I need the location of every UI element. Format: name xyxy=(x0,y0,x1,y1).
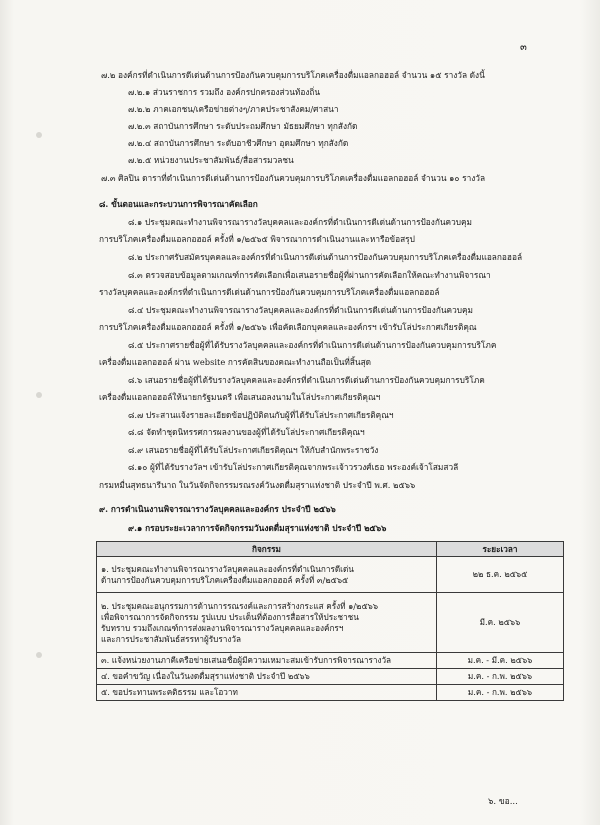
column-header-activity: กิจกรรม xyxy=(97,542,437,557)
activity-line: ๓. แจ้งหน่วยงานภาคีเครือข่ายเสนอชื่อผู้มีความเหมาะสมเข้ารับการพิจารณารางวัล xyxy=(101,655,392,665)
item-7-2-2: ๗.๒.๒ ภาคเอกชน/เครือข่ายต่างๆ/ภาคประชาสังคม/ศาสนา xyxy=(128,104,339,114)
item-7-2: ๗.๒ องค์กรที่ดำเนินการดีเด่นด้านการป้องกันควบคุมการบริโภคเครื่องดื่มแอลกอฮอล์ จำนวน ๑๕ รางวัล ดังนี้ xyxy=(101,70,485,80)
punch-hole xyxy=(36,392,42,398)
item-8-5-cont: เครื่องดื่มแอลกอฮอล์ ผ่าน website การคัดสินของคณะทำงานถือเป็นที่สิ้นสุด xyxy=(99,357,372,367)
item-8-4-cont: การบริโภคเครื่องดื่มแอลกอฮอล์ ครั้งที่ ๑/๒๕๖๖ เพื่อคัดเลือกบุคคลและองค์กรฯ เข้ารับโล่ประกาศเกียรติคุณ xyxy=(99,322,477,332)
schedule-table xyxy=(96,541,564,701)
item-8-7: ๘.๗ ประสานแจ้งรายละเอียดข้อปฏิบัติตนกับผู้ที่ได้รับโล่ประกาศเกียรติคุณฯ xyxy=(128,410,394,420)
table-row xyxy=(97,685,564,701)
item-8-9: ๘.๙ เสนอรายชื่อผู้ที่ได้รับโล่ประกาศเกียรติคุณฯ ให้กับสำนักพระราชวัง xyxy=(128,445,379,455)
item-7-2-4: ๗.๒.๔ สถาบันการศึกษา ระดับอาชีวศึกษา อุดมศึกษา ทุกสังกัด xyxy=(128,138,349,148)
activity-cell xyxy=(97,593,437,653)
item-8-3-cont: รางวัลบุคคลและองค์กรที่ดำเนินการดีเด่นด้านการป้องกันควบคุมการบริโภคเครื่องดื่มแอลกอฮอล์ xyxy=(99,287,440,297)
table-row xyxy=(97,669,564,685)
activity-line: ๕. ขอประทานพระคติธรรม และโอวาท xyxy=(101,687,238,697)
activity-cell xyxy=(97,669,437,685)
page-number: ๓ xyxy=(520,42,527,53)
item-8-10-cont: กรมหมื่นสุทธนารีนาถ ในวันจัดกิจกรรมรณรงค์วันงดดื่มสุราแห่งชาติ ประจำปี พ.ศ. ๒๕๖๖ xyxy=(99,480,416,490)
item-8-5: ๘.๕ ประกาศรายชื่อผู้ที่ได้รับรางวัลบุคคลและองค์กรที่ดำเนินการดีเด่นด้านการป้องกันควบคุมการบริโภค xyxy=(128,340,497,350)
punch-hole xyxy=(36,132,42,138)
activity-line: ๒. ประชุมคณะอนุกรรมการด้านการรณรงค์และการสร้างกระแส ครั้งที่ ๑/๒๕๖๖ xyxy=(101,600,379,611)
item-7-2-3: ๗.๒.๓ สถาบันการศึกษา ระดับประถมศึกษา มัธยมศึกษา ทุกสังกัด xyxy=(128,121,358,131)
item-8-8: ๘.๘ จัดทำชุดนิทรรศการผลงานของผู้ที่ได้รับโล่ประกาศเกียรติคุณฯ xyxy=(128,427,365,437)
continuation-note: ๖. ขอ... xyxy=(488,797,518,807)
item-8-6: ๘.๖ เสนอรายชื่อผู้ที่ได้รับรางวัลบุคคลและองค์กรที่ดำเนินการดีเด่นด้านการป้องกันควบคุมการบริโภค xyxy=(128,375,485,385)
punch-hole xyxy=(36,652,42,658)
item-8-6-cont: เครื่องดื่มแอลกอฮอล์ให้นายกรัฐมนตรี เพื่อเสนอลงนามในโล่ประกาศเกียรติคุณฯ xyxy=(99,392,381,402)
period-cell: มี.ค. ๒๕๖๖ xyxy=(437,593,564,653)
item-7-3: ๗.๓ ศิลปิน ดาราที่ดำเนินการดีเด่นด้านการป้องกันควบคุมการบริโภคเครื่องดื่มแอลกอฮอล์ จำนวน ๑๐ รางวัล xyxy=(101,173,486,183)
item-8-10: ๘.๑๐ ผู้ที่ได้รับรางวัลฯ เข้ารับโล่ประกาศเกียรติคุณจากพระเจ้าวรวงศ์เธอ พระองค์เจ้าโสมสวลี xyxy=(128,462,459,472)
period-cell: ม.ค. - ก.พ. ๒๕๖๖ xyxy=(437,669,564,685)
section-9-1-heading: ๙.๑ กรอบระยะเวลาการจัดกิจกรรมวันงดดื่มสุราแห่งชาติ ประจำปี ๒๕๖๖ xyxy=(128,523,387,533)
section-8-heading: ๘. ขั้นตอนและกระบวนการพิจารณาคัดเลือก xyxy=(99,199,258,209)
item-8-1-cont: การบริโภคเครื่องดื่มแอลกอฮอล์ ครั้งที่ ๑/๒๕๖๕ พิจารณาการดำเนินงานและหารือข้อสรุป xyxy=(99,234,415,244)
table-row xyxy=(97,593,564,653)
activity-line: เพื่อพิจารณาการจัดกิจกรรม รูปแบบ ประเด็นที่ต้องการสื่อสารให้ประชาชน xyxy=(101,611,359,622)
table-row xyxy=(97,557,564,593)
activity-line: และการประชาสัมพันธ์สรรหาผู้รับรางวัล xyxy=(101,633,241,644)
table-row xyxy=(97,653,564,669)
activity-line: รับทราบ รวมถึงเกณฑ์การส่งผลงานพิจารณารางวัลบุคคลและองค์กรฯ xyxy=(101,622,344,633)
activity-cell xyxy=(97,653,437,669)
item-8-1: ๘.๑ ประชุมคณะทำงานพิจารณารางวัลบุคคลและองค์กรที่ดำเนินการดีเด่นด้านการป้องกันควบคุม xyxy=(128,217,473,227)
activity-cell xyxy=(97,685,437,701)
item-8-3: ๘.๓ ตรวจสอบข้อมูลตามเกณฑ์การคัดเลือกเพื่อเสนอรายชื่อผู้ที่ผ่านการคัดเลือกให้คณะทำงานพิจารณา xyxy=(128,270,491,280)
item-7-2-1: ๗.๒.๑ ส่วนราชการ รวมถึง องค์กรปกครองส่วนท้องถิ่น xyxy=(128,87,321,97)
period-cell: ๒๒ ธ.ค. ๒๕๖๕ xyxy=(437,557,564,593)
activity-line: ๔. ขอคำขวัญ เนื่องในวันงดดื่มสุราแห่งชาติ ประจำปี ๒๕๖๖ xyxy=(101,671,310,681)
item-8-4: ๘.๔ ประชุมคณะทำงานพิจารณารางวัลบุคคลและองค์กรที่ดำเนินการดีเด่นด้านการป้องกันควบคุม xyxy=(128,305,474,315)
activity-line: ๑. ประชุมคณะทำงานพิจารณารางวัลบุคคลและองค์กรที่ดำเนินการดีเด่น xyxy=(101,563,354,574)
activity-line: ด้านการป้องกันควบคุมการบริโภคเครื่องดื่มแอลกอฮอล์ ครั้งที่ ๓/๒๕๖๕ xyxy=(101,574,349,585)
item-7-2-5: ๗.๒.๕ หน่วยงานประชาสัมพันธ์/สื่อสารมวลชน xyxy=(128,155,294,165)
table-header-row xyxy=(97,542,564,557)
item-8-2: ๘.๒ ประกาศรับสมัครบุคคลและองค์กรที่ดำเนินการดีเด่นด้านการป้องกันควบคุมการบริโภคเครื่องดื่มแอลกอฮอล์ xyxy=(128,252,523,262)
period-cell: ม.ค. - ก.พ. ๒๕๖๖ xyxy=(437,685,564,701)
activity-cell xyxy=(97,557,437,593)
section-9-heading: ๙. การดำเนินงานพิจารณารางวัลบุคคลและองค์กร ประจำปี ๒๕๖๖ xyxy=(99,504,336,514)
period-cell: ม.ค. - มี.ค. ๒๕๖๖ xyxy=(437,653,564,669)
column-header-period: ระยะเวลา xyxy=(437,542,564,557)
